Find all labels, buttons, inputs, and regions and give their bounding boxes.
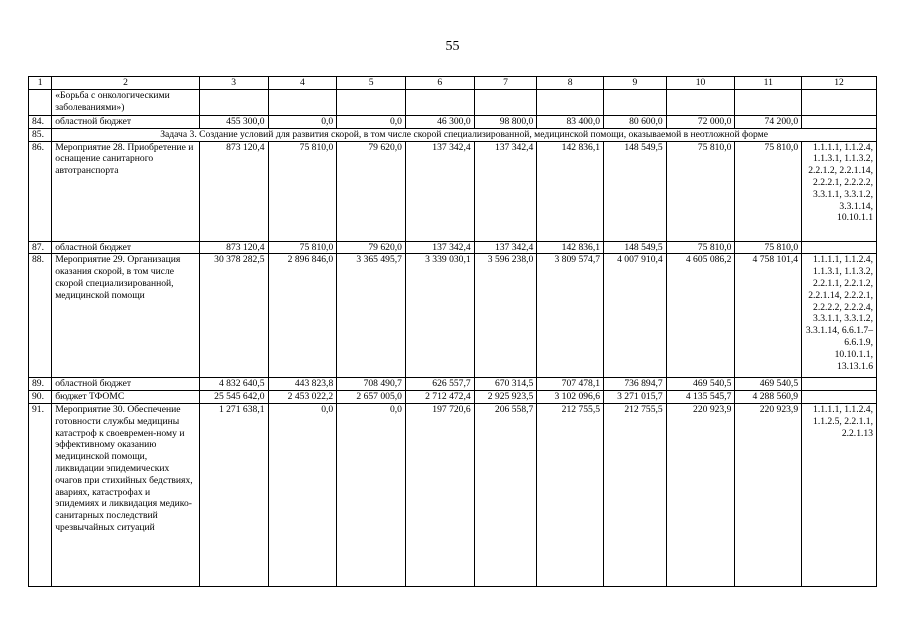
value-cell: 72 000,0	[666, 116, 735, 129]
value-cell: 75 810,0	[268, 241, 337, 254]
column-number: 6	[405, 77, 474, 90]
table-row	[29, 391, 877, 404]
indicator-codes: 1.1.1.1, 1.1.2.4, 1.1.3.1, 1.1.3.2, 2.2.1.2, 2.2.1.14, 2.2.2.1, 2.2.2.2, 3.3.1.1, 3.3.1.2, 3.3.1.14, 10.10.1.1	[802, 141, 877, 241]
value-cell: 873 120,4	[199, 241, 268, 254]
value-cell: 83 400,0	[537, 116, 604, 129]
value-cell: 137 342,4	[405, 241, 474, 254]
value-cell: 75 810,0	[735, 241, 802, 254]
row-name: областной бюджет	[52, 378, 200, 391]
row-number: 84.	[29, 116, 52, 129]
row-number: 89.	[29, 378, 52, 391]
table-row	[29, 403, 877, 586]
value-cell: 79 620,0	[337, 241, 406, 254]
table-row	[29, 378, 877, 391]
value-cell: 137 342,4	[405, 141, 474, 241]
value-cell: 707 478,1	[537, 378, 604, 391]
value-cell: 197 720,6	[405, 403, 474, 586]
value-cell: 2 657 005,0	[337, 391, 406, 404]
row-name: «Борьба с онкологическими заболеваниями»)	[52, 90, 200, 116]
value-cell	[474, 90, 537, 116]
task-heading: Задача 3. Создание условий для развития скорой, в том числе скорой специализированной, медицинской помощи, оказываемой в неотложной форме	[52, 128, 877, 141]
value-cell: 30 378 282,5	[199, 254, 268, 378]
column-number: 5	[337, 77, 406, 90]
indicator-codes: 1.1.1.1, 1.1.2.4, 1.1.3.1, 1.1.3.2, 2.2.1.1, 2.2.1.2, 2.2.1.14, 2.2.2.1, 2.2.2.2, 2.2.2.4, 3.3.1.1, 3.3.1.2, 3.3.1.14, 6.6.1.7–6.6.1.9, 10.10.1.1, 13.13.1.6	[802, 254, 877, 378]
value-cell: 0,0	[268, 403, 337, 586]
value-cell	[268, 90, 337, 116]
value-cell: 0,0	[337, 116, 406, 129]
row-number: 88.	[29, 254, 52, 378]
value-cell: 2 712 472,4	[405, 391, 474, 404]
value-cell: 3 596 238,0	[474, 254, 537, 378]
value-cell: 0,0	[337, 403, 406, 586]
table-row	[29, 128, 877, 141]
value-cell: 80 600,0	[604, 116, 667, 129]
value-cell: 98 800,0	[474, 116, 537, 129]
row-number: 86.	[29, 141, 52, 241]
value-cell: 443 823,8	[268, 378, 337, 391]
row-name: Мероприятие 29. Организация оказания скорой, в том числе скорой специализированной, медицинской помощи	[52, 254, 200, 378]
value-cell: 3 271 015,7	[604, 391, 667, 404]
value-cell	[337, 90, 406, 116]
row-name: бюджет ТФОМС	[52, 391, 200, 404]
row-number: 90.	[29, 391, 52, 404]
value-cell: 74 200,0	[735, 116, 802, 129]
value-cell: 220 923,9	[735, 403, 802, 586]
row-number: 91.	[29, 403, 52, 586]
value-cell	[405, 90, 474, 116]
value-cell: 4 605 086,2	[666, 254, 735, 378]
column-number: 8	[537, 77, 604, 90]
table-row	[29, 90, 877, 116]
value-cell: 670 314,5	[474, 378, 537, 391]
value-cell	[735, 90, 802, 116]
value-cell: 46 300,0	[405, 116, 474, 129]
value-cell: 4 832 640,5	[199, 378, 268, 391]
value-cell: 626 557,7	[405, 378, 474, 391]
row-number: 85.	[29, 128, 52, 141]
value-cell: 137 342,4	[474, 241, 537, 254]
value-cell: 75 810,0	[268, 141, 337, 241]
value-cell: 736 894,7	[604, 378, 667, 391]
value-cell: 0,0	[268, 116, 337, 129]
value-cell: 220 923,9	[666, 403, 735, 586]
page-number: 55	[445, 39, 460, 54]
value-cell: 4 758 101,4	[735, 254, 802, 378]
row-name: Мероприятие 28. Приобретение и оснащение санитарного автотранспорта	[52, 141, 200, 241]
table-row	[29, 141, 877, 241]
value-cell	[604, 90, 667, 116]
value-cell: 75 810,0	[666, 241, 735, 254]
column-number: 2	[52, 77, 200, 90]
value-cell: 25 545 642,0	[199, 391, 268, 404]
value-cell: 142 836,1	[537, 241, 604, 254]
value-cell: 79 620,0	[337, 141, 406, 241]
column-number: 3	[199, 77, 268, 90]
value-cell: 148 549,5	[604, 241, 667, 254]
column-number: 11	[735, 77, 802, 90]
value-cell	[537, 90, 604, 116]
value-cell: 469 540,5	[735, 378, 802, 391]
value-cell	[666, 90, 735, 116]
row-number	[29, 90, 52, 116]
column-number: 9	[604, 77, 667, 90]
row-name: областной бюджет	[52, 241, 200, 254]
value-cell: 142 836,1	[537, 141, 604, 241]
value-cell: 212 755,5	[604, 403, 667, 586]
value-cell: 148 549,5	[604, 141, 667, 241]
value-cell	[199, 90, 268, 116]
row-name: областной бюджет	[52, 116, 200, 129]
column-number: 4	[268, 77, 337, 90]
column-number: 12	[802, 77, 877, 90]
column-number: 1	[29, 77, 52, 90]
indicator-codes	[802, 90, 877, 116]
indicator-codes	[802, 116, 877, 129]
indicator-codes	[802, 378, 877, 391]
value-cell: 3 365 495,7	[337, 254, 406, 378]
column-number: 10	[666, 77, 735, 90]
value-cell: 708 490,7	[337, 378, 406, 391]
value-cell: 75 810,0	[735, 141, 802, 241]
value-cell: 455 300,0	[199, 116, 268, 129]
value-cell: 3 809 574,7	[537, 254, 604, 378]
value-cell: 206 558,7	[474, 403, 537, 586]
value-cell: 2 453 022,2	[268, 391, 337, 404]
value-cell: 3 339 030,1	[405, 254, 474, 378]
indicator-codes	[802, 391, 877, 404]
column-number-row	[29, 77, 877, 90]
row-number: 87.	[29, 241, 52, 254]
value-cell: 137 342,4	[474, 141, 537, 241]
table-row	[29, 116, 877, 129]
row-name: Мероприятие 30. Обеспечение готовности службы медицины катастроф к своевремен-ному и эффективному оказанию медицинской помощи, ликвидации эпидемических очагов при стихийных бедствиях, авариях, катастрофах и эпидемиях и ликвидация медико-санитарных последствий чрезвычайных ситуаций	[52, 403, 200, 586]
column-number: 7	[474, 77, 537, 90]
value-cell: 4 135 545,7	[666, 391, 735, 404]
table-row	[29, 241, 877, 254]
value-cell: 75 810,0	[666, 141, 735, 241]
value-cell: 1 271 638,1	[199, 403, 268, 586]
value-cell: 873 120,4	[199, 141, 268, 241]
value-cell: 2 896 846,0	[268, 254, 337, 378]
value-cell: 469 540,5	[666, 378, 735, 391]
value-cell: 212 755,5	[537, 403, 604, 586]
value-cell: 4 007 910,4	[604, 254, 667, 378]
indicator-codes	[802, 241, 877, 254]
value-cell: 3 102 096,6	[537, 391, 604, 404]
indicator-codes: 1.1.1.1, 1.1.2.4, 1.1.2.5, 2.2.1.1, 2.2.1.13	[802, 403, 877, 586]
value-cell: 2 925 923,5	[474, 391, 537, 404]
value-cell: 4 288 560,9	[735, 391, 802, 404]
budget-table	[28, 76, 877, 587]
table-row	[29, 254, 877, 378]
